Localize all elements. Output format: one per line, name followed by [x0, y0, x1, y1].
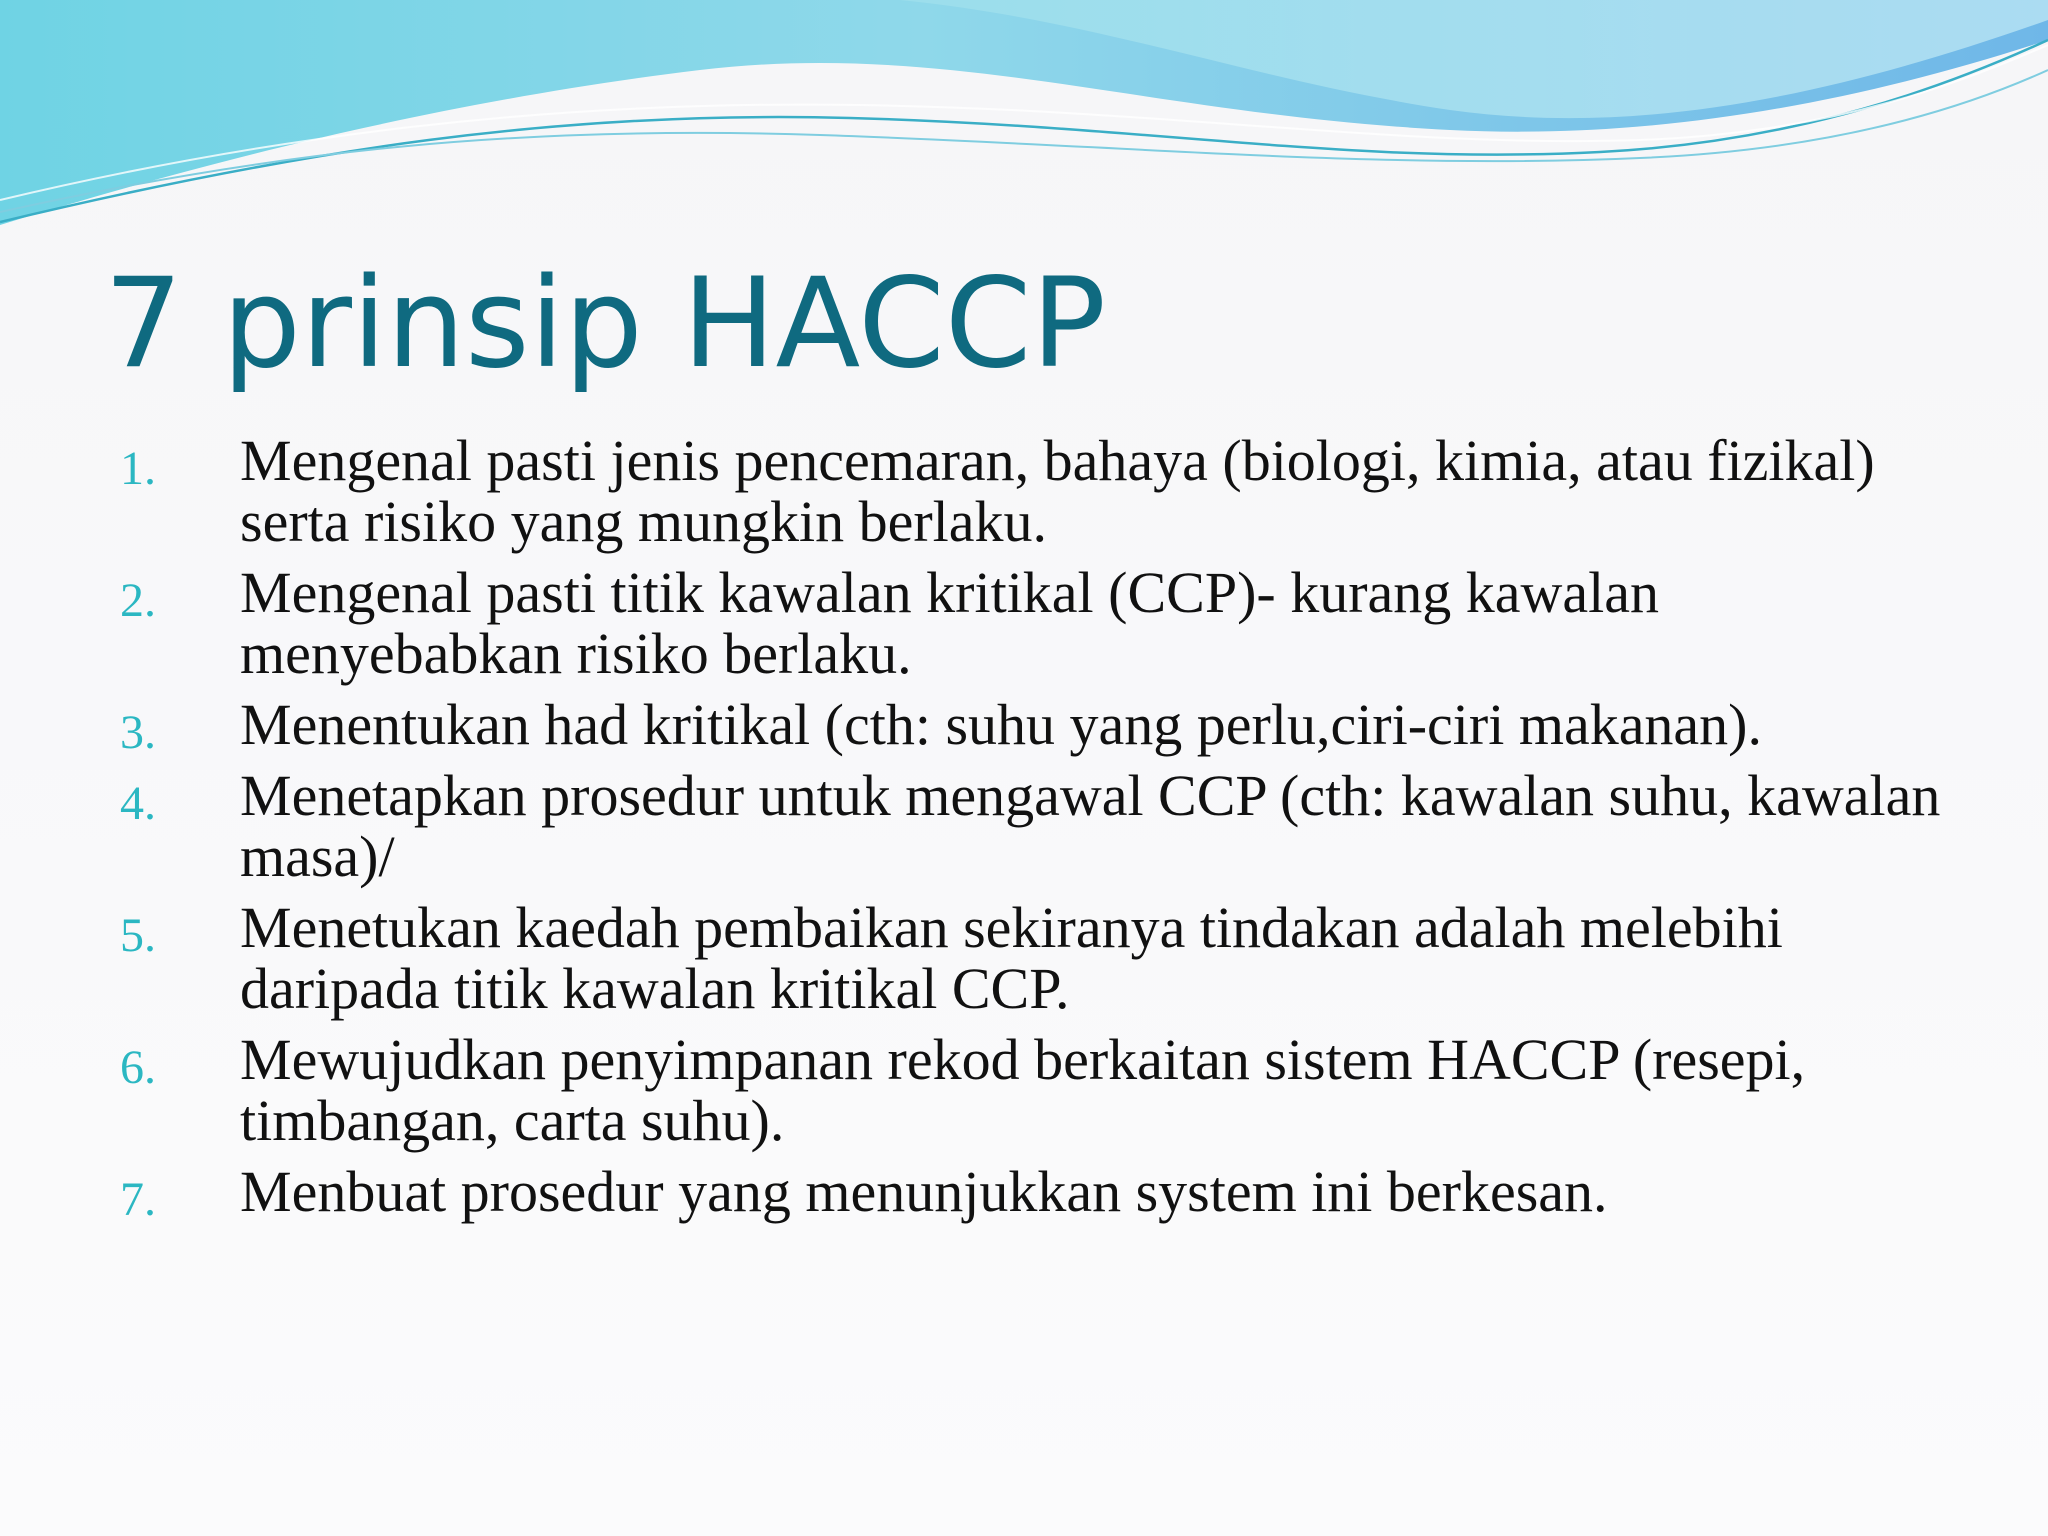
list-item-number: 2.: [120, 574, 156, 627]
list-item: [120, 1029, 1950, 1151]
wave-decoration: [0, 0, 2048, 240]
list-item-text: Mengenal pasti jenis pencemaran, bahaya (biologi, kimia, atau fizikal) serta risiko yang mungkin berlaku.: [240, 428, 1875, 554]
list-item: [120, 692, 1950, 759]
list-item-text: Mewujudkan penyimpanan rekod berkaitan sistem HACCP (resepi, timbangan, carta suhu).: [240, 1027, 1806, 1153]
list-item: [120, 1159, 1950, 1226]
principles-list: [120, 430, 1950, 1232]
list-item-number: 6.: [120, 1041, 156, 1094]
list-item-number: 4.: [120, 777, 156, 830]
list-item: [120, 430, 1950, 552]
list-item-text: Menbuat prosedur yang menunjukkan system ini berkesan.: [240, 1159, 1608, 1224]
list-item-text: Menentukan had kritikal (cth: suhu yang perlu,ciri-ciri makanan).: [240, 692, 1762, 757]
list-item-text: Menetapkan prosedur untuk mengawal CCP (cth: kawalan suhu, kawalan masa)/: [240, 763, 1941, 889]
list-item-number: 1.: [120, 442, 156, 495]
list-item-number: 5.: [120, 909, 156, 962]
list-item: [120, 562, 1950, 684]
list-item-number: 7.: [120, 1173, 156, 1226]
list-item-text: Menetukan kaedah pembaikan sekiranya tindakan adalah melebihi daripada titik kawalan kritikal CCP.: [240, 895, 1783, 1021]
list-item-text: Mengenal pasti titik kawalan kritikal (CCP)- kurang kawalan menyebabkan risiko berlaku.: [240, 560, 1660, 686]
list-item: [120, 897, 1950, 1019]
list-item: [120, 765, 1950, 887]
list-item-number: 3.: [120, 706, 156, 759]
slide-title: 7 prinsip HACCP: [104, 252, 1107, 396]
